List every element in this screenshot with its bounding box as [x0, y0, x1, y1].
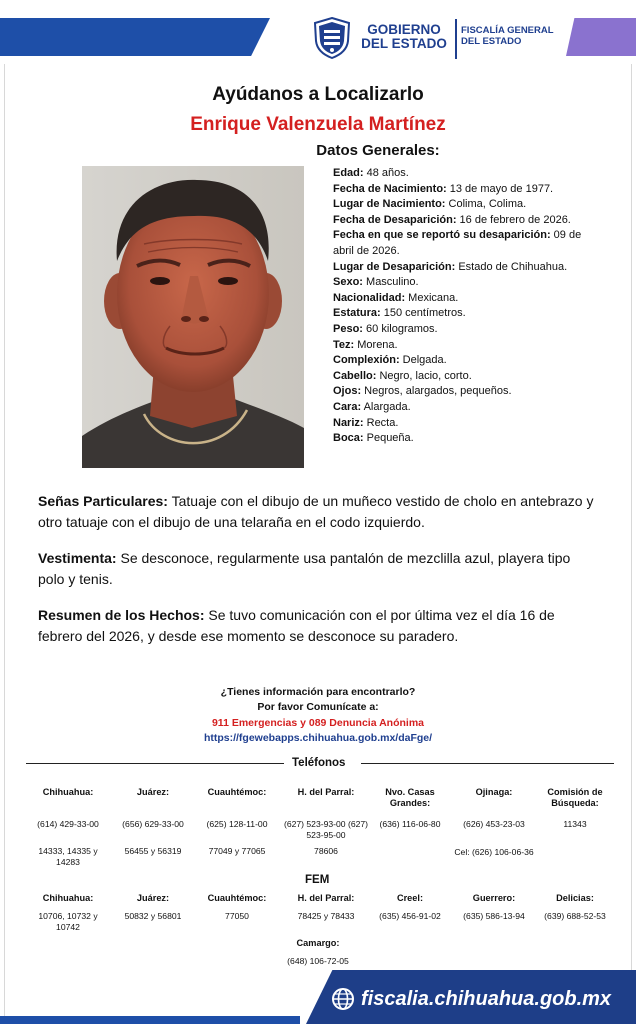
- globe-icon: [331, 987, 355, 1011]
- fem-camargo-phone: (648) 106-72-05: [287, 956, 349, 966]
- tel-office-label: Ojinaga:: [475, 787, 513, 797]
- detail-label: Fecha de Nacimiento:: [333, 182, 447, 195]
- fem-title: FEM: [305, 874, 330, 886]
- detail-label: Fecha en que se reportó su desaparición:: [333, 229, 551, 242]
- detail-label: Cabello:: [333, 369, 377, 382]
- tel-office-extension: 77049 y 77065: [208, 846, 266, 856]
- detail-value: Morena.: [354, 338, 398, 351]
- fem-office-phone: (639) 688-52-53: [544, 911, 606, 921]
- detail-label: Estatura:: [333, 307, 381, 320]
- detail-row: [333, 353, 588, 369]
- telefonos-rule-right: [361, 763, 614, 764]
- detail-value: Alargada.: [361, 400, 411, 413]
- fem-office-phone: 10706, 10732 y 10742: [38, 911, 98, 932]
- detail-row: [333, 400, 588, 416]
- fem-office-label: Creel:: [396, 893, 424, 903]
- detail-row: [333, 197, 588, 213]
- senas-particulares: Señas Particulares: Tatuaje con el dibujo de un muñeco vestido de cholo en antebrazo y otro tatuaje con el dibujo de una telaraña en el codo izquierdo.: [38, 493, 594, 530]
- detail-row: [333, 369, 588, 385]
- detail-row: [333, 213, 588, 229]
- logo-divider: [455, 19, 457, 59]
- detail-value: 150 centímetros.: [380, 307, 466, 320]
- fem-office-label: Delicias:: [556, 893, 594, 903]
- detail-value: Mexicana.: [405, 291, 459, 304]
- tel-office-extension: Cel: (626) 106-06-36: [454, 847, 534, 857]
- tel-office-extension: 56455 y 56319: [124, 846, 182, 856]
- detail-row: [333, 291, 588, 307]
- tel-office-phone: (636) 116-06-80: [379, 819, 441, 829]
- tel-office-phone: (625) 128-11-00: [206, 819, 268, 829]
- detail-row: [333, 166, 588, 182]
- detail-label: Nacionalidad:: [333, 291, 406, 304]
- tel-office-label: Comisión de Búsqueda:: [547, 787, 603, 808]
- detail-value: Negro, lacio, corto.: [376, 369, 472, 382]
- detail-row: [333, 306, 588, 322]
- tel-office-label: H. del Parral:: [297, 787, 355, 797]
- header-blue-bar: [0, 18, 270, 56]
- detail-label: Peso:: [333, 322, 363, 335]
- fem-camargo-label: Camargo:: [296, 938, 340, 948]
- fem-office-label: H. del Parral:: [297, 893, 355, 903]
- detail-row: [333, 260, 588, 276]
- detail-label: Ojos:: [333, 385, 362, 398]
- resumen-hechos: Resumen de los Hechos: Se tuvo comunicación con el por última vez el día 16 de febrero del 2026, y desde ese momento se desconoce su paradero.: [38, 607, 555, 644]
- detail-label: Lugar de Nacimiento:: [333, 198, 446, 211]
- fem-office-phone: (635) 456-91-02: [379, 911, 441, 921]
- detail-row: [333, 384, 588, 400]
- detail-row: [333, 416, 588, 432]
- detail-value: 13 de mayo de 1977.: [446, 182, 554, 195]
- fiscalia-logo: FISCALÍA GENERAL DEL ESTADO: [461, 25, 554, 47]
- telefonos-title: Teléfonos: [292, 757, 346, 769]
- fem-office-label: Juárez:: [136, 893, 170, 903]
- details-list: [333, 166, 588, 447]
- emergency-numbers: 911 Emergencias y 089 Denuncia Anónima: [211, 717, 425, 729]
- contact-question: ¿Tienes información para encontrarlo?: [220, 686, 416, 698]
- detail-label: Nariz:: [333, 416, 364, 429]
- tel-office-label: Cuauhtémoc:: [207, 787, 267, 797]
- contact-please: Por favor Comunícate a:: [257, 701, 379, 713]
- missing-person-name: Enrique Valenzuela Martínez: [190, 114, 446, 135]
- detail-label: Edad:: [333, 167, 364, 179]
- tel-office-label: Juárez:: [136, 787, 170, 797]
- detail-value: Recta.: [363, 416, 399, 429]
- report-url-link[interactable]: https://fgewebapps.chihuahua.gob.mx/daFge/: [203, 732, 433, 744]
- detail-row: [333, 431, 588, 447]
- footer-blue-bar: [0, 1016, 300, 1024]
- tel-office-phone: (627) 523-93-00 (627) 523-95-00: [283, 819, 369, 840]
- detail-value: 48 años.: [363, 167, 409, 179]
- detail-label: Fecha de Desaparición:: [333, 213, 457, 226]
- detail-row: [333, 322, 588, 338]
- detail-row: [333, 228, 588, 259]
- detail-row: [333, 275, 588, 291]
- tel-office-extension: 78606: [314, 846, 338, 856]
- detail-label: Lugar de Desaparición:: [333, 260, 456, 273]
- telefonos-rule-left: [26, 763, 284, 764]
- missing-person-photo: [82, 166, 304, 468]
- header-purple-bar: [566, 18, 636, 56]
- tel-office-phone: (656) 629-33-00: [122, 819, 184, 829]
- tel-office-extension: 14333, 14335 y 14283: [38, 846, 98, 867]
- detail-value: Masculino.: [362, 276, 419, 289]
- detail-value: Pequeña.: [363, 432, 414, 445]
- detail-value: Delgada.: [399, 354, 447, 367]
- detail-value: 60 kilogramos.: [362, 322, 438, 335]
- detail-label: Complexión:: [333, 354, 400, 367]
- website-link[interactable]: fiscalia.chihuahua.gob.mx: [361, 988, 612, 1010]
- fem-office-label: Cuauhtémoc:: [207, 893, 267, 903]
- fem-office-phone: 50832 y 56801: [124, 911, 182, 921]
- detail-value: 09 de abril de 2026.: [333, 229, 582, 257]
- tel-office-label: Chihuahua:: [42, 787, 94, 797]
- fem-office-phone: 77050: [225, 911, 249, 921]
- tel-office-phone: (626) 453-23-03: [463, 819, 525, 829]
- detail-label: Boca:: [333, 432, 364, 445]
- detail-value: 16 de febrero de 2026.: [456, 213, 571, 226]
- detail-label: Tez:: [333, 338, 355, 351]
- detail-value: Negros, alargados, pequeños.: [361, 385, 512, 398]
- tel-office-phone: 11343: [563, 819, 587, 829]
- detail-label: Cara:: [333, 400, 362, 413]
- fem-office-label: Chihuahua:: [42, 893, 94, 903]
- detail-value: Colima, Colima.: [445, 198, 527, 211]
- gobierno-del-estado-logo: GOBIERNO DEL ESTADO: [361, 22, 447, 51]
- detail-value: Estado de Chihuahua.: [455, 260, 568, 273]
- fem-office-label: Guerrero:: [472, 893, 516, 903]
- tel-office-label: Nvo. Casas Grandes:: [385, 787, 435, 808]
- detail-row: [333, 182, 588, 198]
- detail-row: [333, 338, 588, 354]
- tel-office-phone: (614) 429-33-00: [37, 819, 99, 829]
- fem-office-phone: 78425 y 78433: [297, 911, 355, 921]
- detail-label: Sexo:: [333, 276, 363, 289]
- fem-office-phone: (635) 586-13-94: [463, 911, 525, 921]
- state-seal-logo: [313, 17, 351, 59]
- heading-help-locate: Ayúdanos a Localizarlo: [212, 84, 424, 105]
- datos-generales-heading: Datos Generales:: [316, 142, 440, 159]
- vestimenta: Vestimenta: Se desconoce, regularmente usa pantalón de mezclilla azul, playera tipo polo y tenis.: [38, 550, 571, 587]
